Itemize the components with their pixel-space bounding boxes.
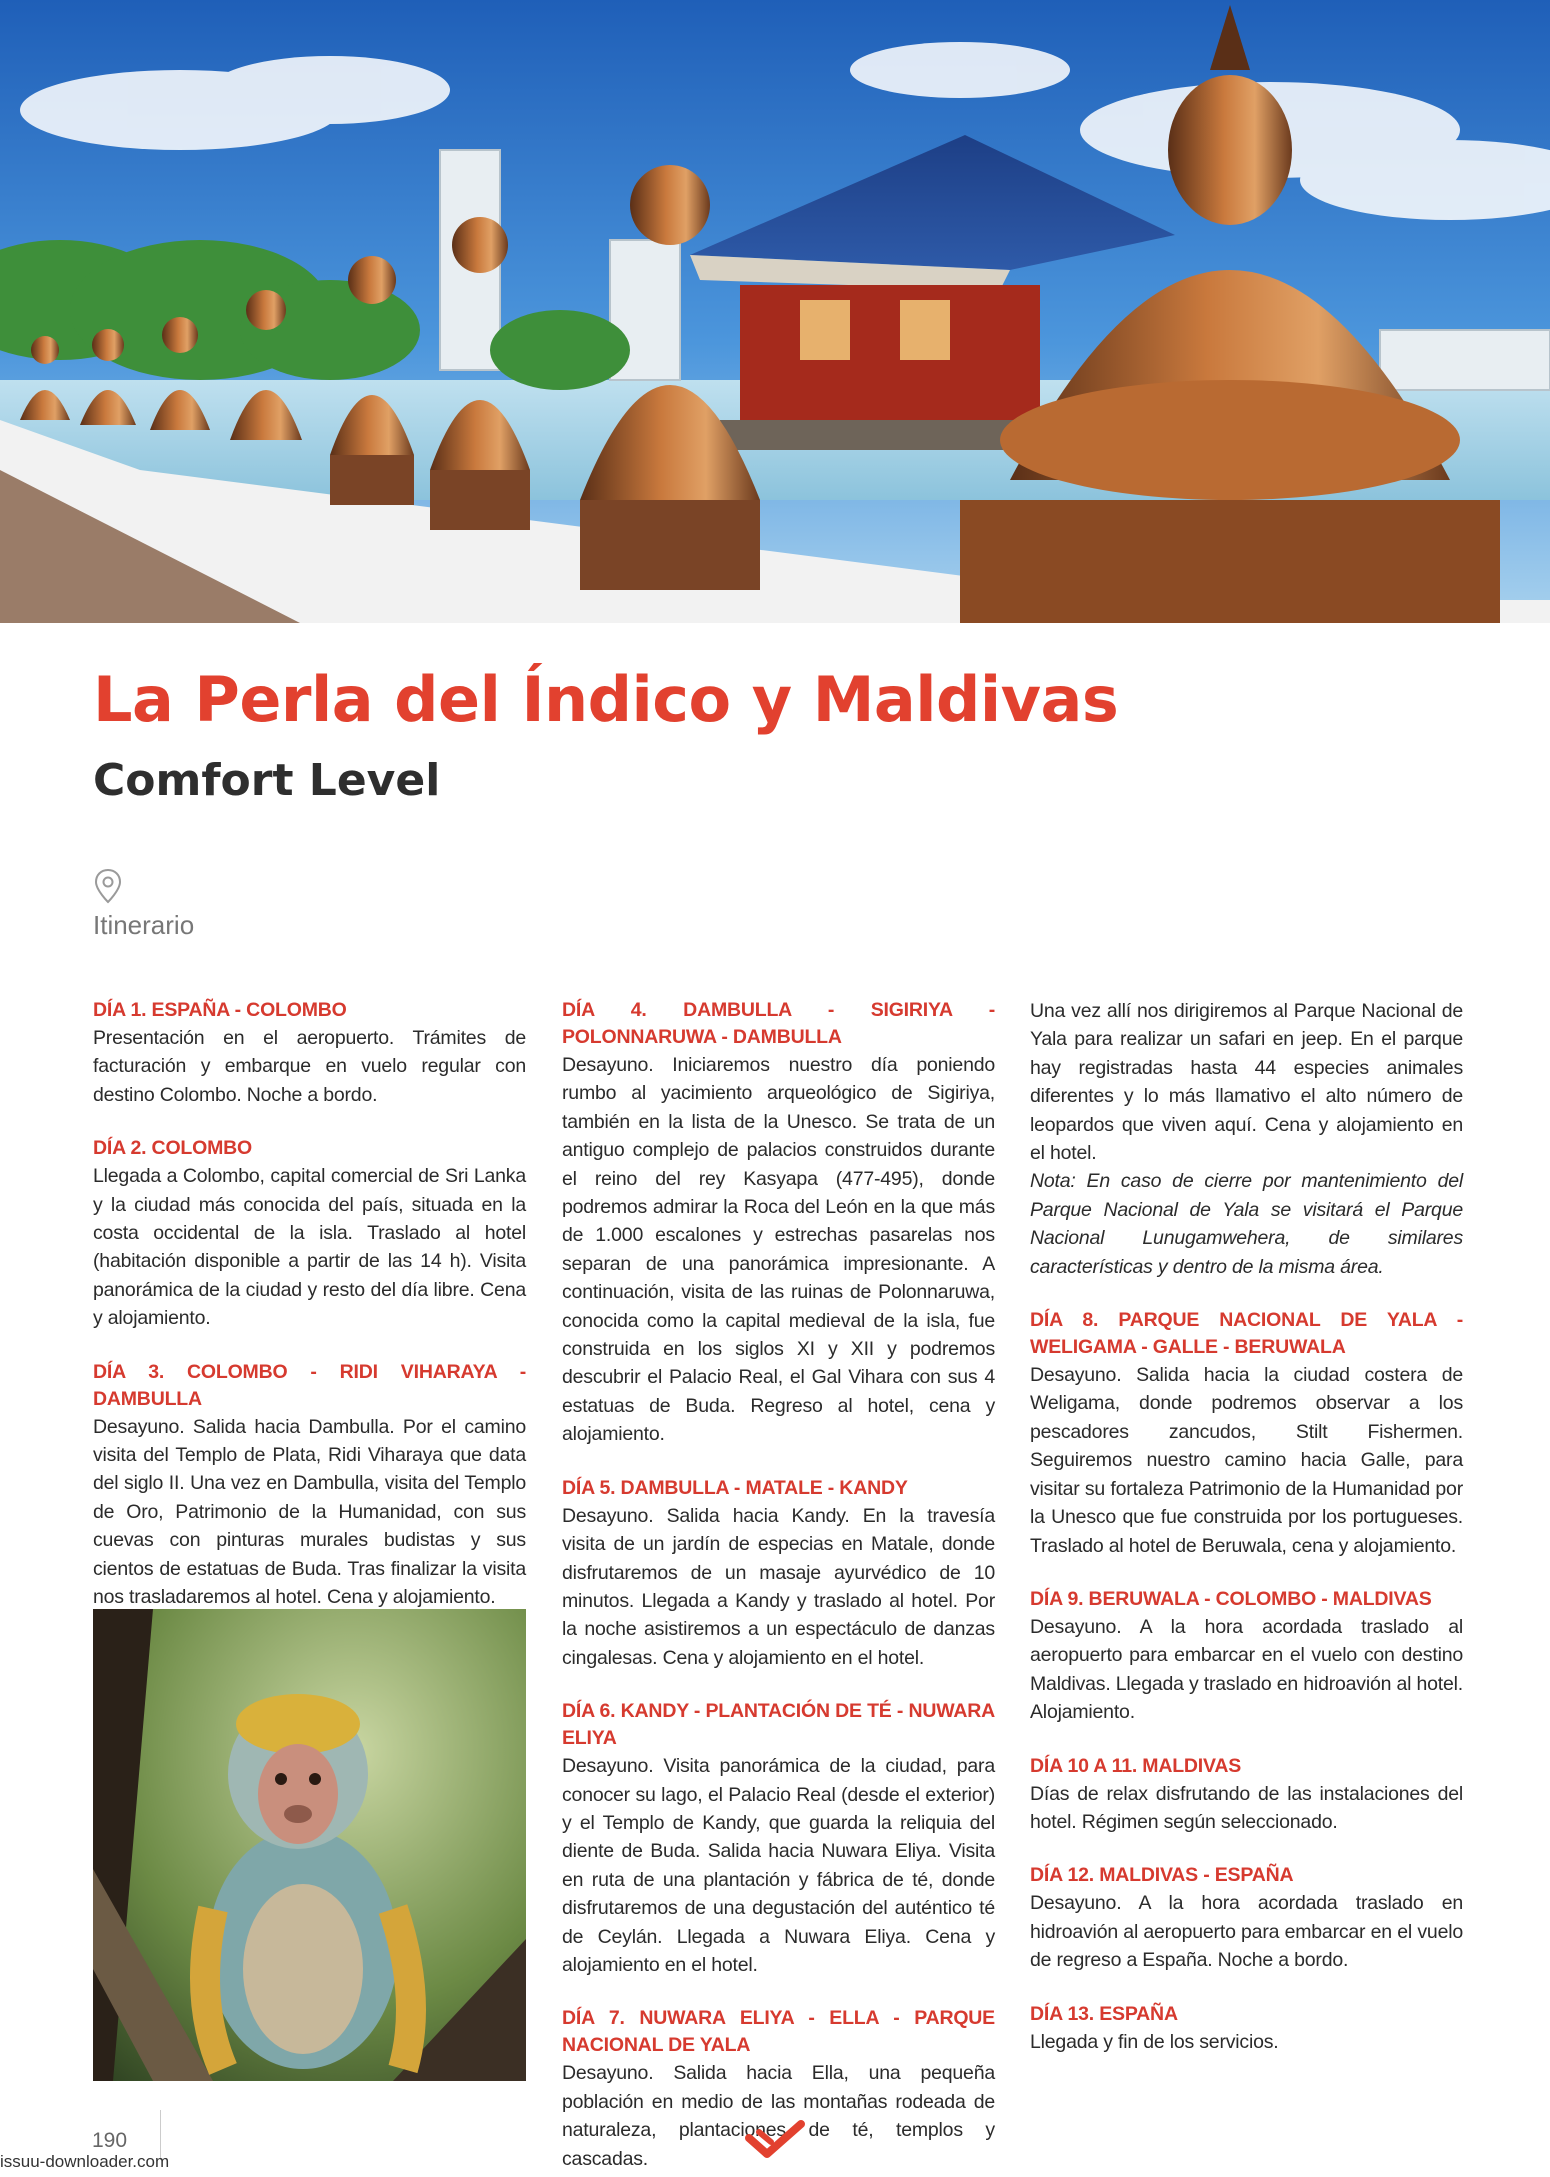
day-continuation [1030,997,1463,1281]
day-entry [93,997,526,1109]
day-entry [562,1475,995,1672]
day-entry [93,1359,526,1612]
day-entry [93,1135,526,1332]
day-title: DÍA 8. PARQUE NACIONAL DE YALA - WELIGAMA - GALLE - BERUWALA [1030,1309,1463,1359]
day-text: Desayuno. Salida hacia la ciudad costera de Weligama, donde podremos observar a los pescadores zancudos, Stilt Fishermen. Seguiremos nuestro camino hacia Galle, para visitar su fortaleza Patrimonio de la Humanidad por la Unesco que fue construida por los portugueses. Traslado al hotel de Beruwala, cena y alojamiento. [1030,1364,1463,1557]
watermark-text: issuu-downloader.com [0,2152,170,2171]
day-text: Presentación en el aeropuerto. Trámites de facturación y embarque en vuelo regular con destino Colombo. Noche a bordo. [93,1027,526,1106]
day-title: DÍA 4. DAMBULLA - SIGIRIYA - POLONNARUWA - DAMBULLA [562,999,995,1048]
hero-photo-buddha-statues [0,0,1550,623]
hero-illustration [0,0,1550,623]
day-text: Desayuno. Salida hacia Kandy. En la travesía visita de un jardín de especias en Matale, donde disfrutaremos de un masaje ayurvédico de 10 minutos. Llegada a Kandy y traslado al hotel. Por la noche asistiremos a un espectáculo de danzas cingalesas. Cena y alojamiento en el hotel. [562,1504,995,1669]
day-entry [1030,2001,1463,2056]
page-subtitle: Comfort Level [93,755,441,806]
day-text: Desayuno. A la hora acordada traslado en hidroavión al aeropuerto para embarcar en el vuelo de regreso a España. Noche a bordo. [1030,1892,1463,1972]
day-title: DÍA 7. NUWARA ELIYA - ELLA - PARQUE NACIONAL DE YALA [562,2007,995,2057]
page-title: La Perla del Índico y Maldivas [93,663,1119,736]
day-title: DÍA 6. KANDY - PLANTACIÓN DE TÉ - NUWARA ELIYA [562,1700,995,1750]
day-title: DÍA 1. ESPAÑA - COLOMBO [93,999,347,1021]
day-text: Una vez allí nos dirigiremos al Parque Nacional de Yala para realizar un safari en jeep. En el parque hay registradas hasta 44 especies animales diferentes y lo más llamativo el alto número de leopardos que viven aquí. Cena y alojamiento en el hotel. [1030,1000,1463,1165]
day-entry [1030,1586,1463,1727]
monkey-photo [93,1609,526,2081]
itinerary-column-1 [93,997,526,1638]
day-text: Llegada a Colombo, capital comercial de Sri Lanka y la ciudad más conocida del país, situada en la costa occidental de la isla. Traslado al hotel (habitación disponible a partir de las 14 h). Visita panorámica de la ciudad y resto del día libre. Cena y alojamiento. [93,1165,526,1330]
day-text: Desayuno. Salida hacia Ella, una pequeña población en medio de las montañas rodeada de naturaleza, plantaciones de té, templos y cascadas. [562,2062,995,2170]
day-text: Desayuno. Visita panorámica de la ciudad, para conocer su lago, el Palacio Real (desde el exterior) y el Templo de Kandy, que guarda la reliquia del diente de Buda. Salida hacia Nuwara Eliya. Visita en ruta de una plantación y fábrica de té, donde disfrutaremos de una degustación del auténtico té de Ceylán. Llegada a Nuwara Eliya. Cena y alojamiento en el hotel. [562,1755,995,1976]
day-text: Llegada y fin de los servicios. [1030,2030,1279,2053]
day-title: DÍA 9. BERUWALA - COLOMBO - MALDIVAS [1030,1587,1432,1610]
day-title: DÍA 12. MALDIVAS - ESPAÑA [1030,1864,1294,1887]
day-text: Desayuno. A la hora acordada traslado al aeropuerto para embarcar en el vuelo con destino Maldivas. Llegada y traslado en hidroavión al hotel. Alojamiento. [1030,1615,1463,1724]
itinerary-column-2 [562,997,995,2177]
day-entry [1030,1753,1463,1837]
day-text: Días de relax disfrutando de las instalaciones del hotel. Régimen según seleccionado. [1030,1782,1463,1833]
day-note: Nota: En caso de cierre por mantenimiento del Parque Nacional de Yala se visitará el Parque Nacional Lunugamwehera, de similares características y dentro de la misma área. [1030,1170,1463,1278]
day-entry [562,997,995,1449]
day-title: DÍA 13. ESPAÑA [1030,2002,1178,2025]
day-title: DÍA 2. COLOMBO [93,1137,252,1160]
monkey-illustration [93,1609,526,2081]
day-entry [562,1698,995,1979]
day-title: DÍA 10 A 11. MALDIVAS [1030,1754,1242,1777]
location-pin-icon [93,868,123,904]
day-title: DÍA 5. DAMBULLA - MATALE - KANDY [562,1476,908,1499]
section-label: Itinerario [93,910,195,940]
itinerary-column-3 [1030,997,1463,2082]
day-entry [1030,1862,1463,1974]
day-title: DÍA 3. COLOMBO - RIDI VIHARAYA - DAMBULLA [93,1360,526,1410]
page-number: 190 [92,2129,128,2152]
day-text: Desayuno. Iniciaremos nuestro día poniendo rumbo al yacimiento arqueológico de Sigiriya, también en la lista de la Unesco. Se trata de un antiguo complejo de palacios construidos durante el reino del rey Kasyapa (477-495), donde podremos admirar la Roca del León en la que más de 1.000 escalones y estrechas pasarelas nos separan de una panorámica impresionante. A continuación, visita de las ruinas de Polonnaruwa, conocida como la capital medieval de la isla, fue construida en los siglos XI y XII y podremos descubrir el Palacio Real, el Gal Vihara con sus 4 estatuas de Buda. Regreso al hotel, cena y alojamiento. [562,1054,995,1446]
day-text: Desayuno. Salida hacia Dambulla. Por el camino visita del Templo de Plata, Ridi Viharaya que data del siglo II. Una vez en Dambulla, visita del Templo de Oro, Patrimonio de la Humanidad, con sus cuevas con pinturas murales budistas y sus cientos de estatuas de Buda. Tras finalizar la visita nos trasladaremos al hotel. Cena y alojamiento. [93,1415,526,1609]
day-entry [1030,1307,1463,1560]
checkmark-logo-icon [745,2120,805,2160]
